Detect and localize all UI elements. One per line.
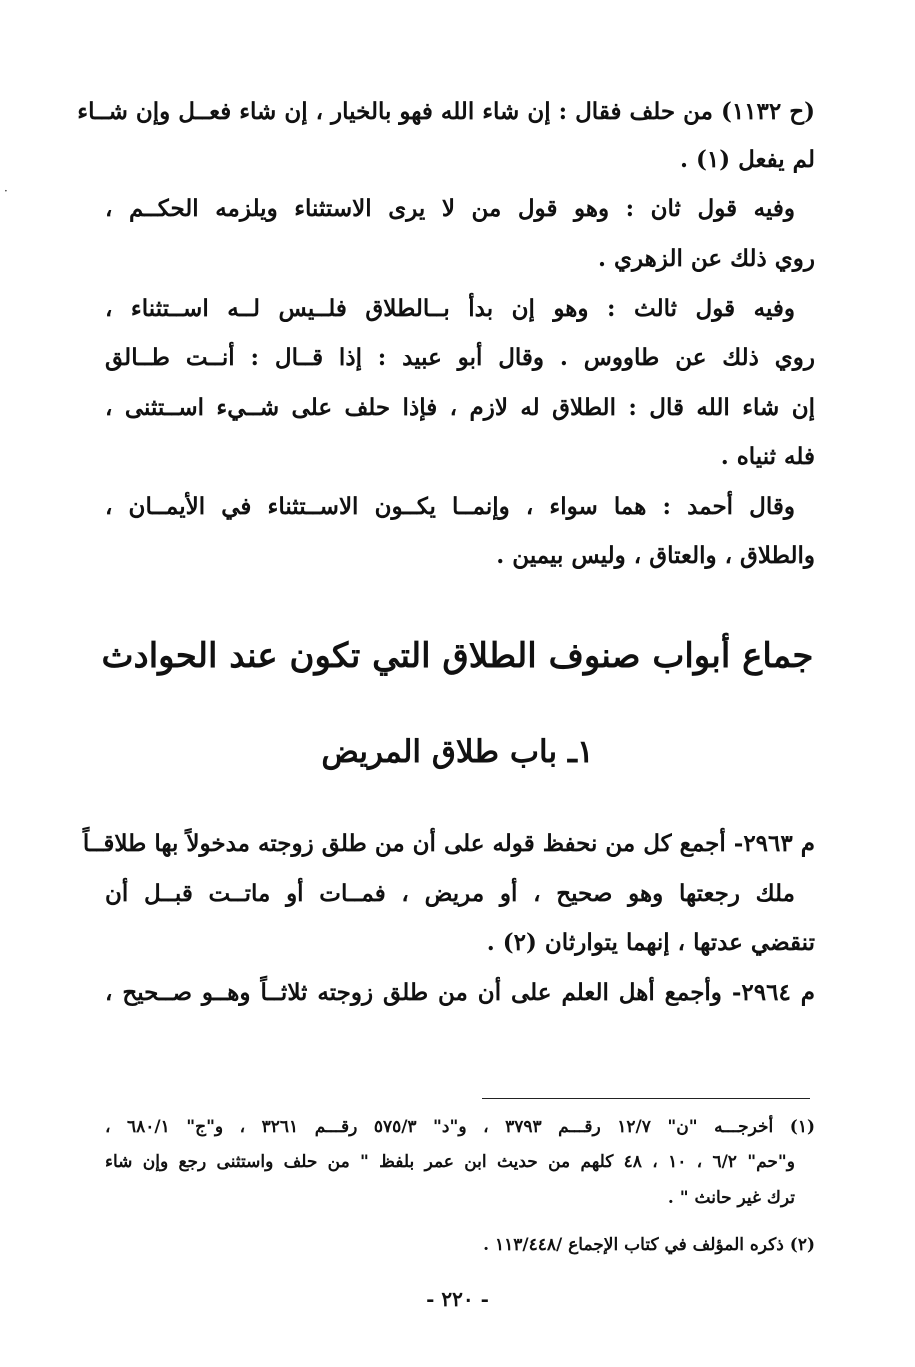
paragraph-3-line-1: وفيه قول ثالث : وهو إن بدأ بــالطلاق فلــيس لــه اســتثناء ، [105, 295, 795, 322]
paragraph-1-line-2: لم يفعل (١) . [679, 146, 815, 173]
footnote-1-line-3: ترك غير حانث " . [667, 1188, 795, 1208]
page-number: - ٢٢٠ - [426, 1287, 489, 1311]
footnote-2: (٢) ذكره المؤلف في كتاب الإجماع /١١٣/٤٤٨ . [483, 1235, 815, 1255]
margin-mark: · [4, 184, 8, 198]
masala-2963-line-3: تنقضي عدتها ، إنهما يتوارثان (٢) . [486, 929, 815, 956]
section-heading: جماع أبواب صنوف الطلاق التي تكون عند الحوادث [101, 636, 814, 676]
paragraph-3-line-3: إن شاء الله قال : الطلاق له لازم ، فإذا حلف على شــيء اســتثنى ، [105, 394, 815, 421]
paragraph-2-line-2: روي ذلك عن الزهري . [597, 245, 815, 272]
masala-2963-line-2: ملك رجعتها وهو صحيح ، أو مريض ، فمــات أو ماتــت قبــل أن [105, 880, 795, 907]
paragraph-4-line-2: والطلاق ، والعتاق ، وليس بيمين . [496, 542, 815, 569]
footnote-separator [482, 1098, 810, 1099]
footnote-1-line-2: و"حم" ٦/٢ ، ١٠ ، ٤٨ كلهم من حديث ابن عمر بلفظ " من حلف واستثنى رجع وإن شاء [105, 1152, 795, 1172]
masala-2963-line-1: م ٢٩٦٣- أجمع كل من نحفظ قوله على أن من طلق زوجته مدخولاً بها طلاقــاً [82, 830, 815, 857]
masala-2964-line-1: م ٢٩٦٤- وأجمع أهل العلم على أن من طلق زوجته ثلاثــاً وهــو صــحيح ، [105, 979, 815, 1006]
paragraph-3-line-2: روي ذلك عن طاووس . وقال أبو عبيد : إذا قــال : أنــت طــالق [105, 344, 815, 371]
paragraph-2-line-1: وفيه قول ثان : وهو قول من لا يرى الاستثناء ويلزمه الحكــم ، [105, 195, 795, 222]
footnote-1-line-1: (١) أخرجـــه "ن" ١٢/٧ رقـــم ٣٧٩٣ ، و"د" ٥٧٥/٣ رقـــم ٣٢٦١ ، و"ج" ٦٨٠/١ ، [105, 1117, 815, 1137]
paragraph-3-line-4: فله ثنياه . [720, 443, 815, 470]
chapter-heading: ١ـ باب طلاق المريض [321, 734, 594, 770]
paragraph-1-line-1: (ح ١١٣٢) من حلف فقال : إن شاء الله فهو بالخيار ، إن شاء فعــل وإن شــاء [77, 98, 815, 125]
paragraph-4-line-1: وقال أحمد : هما سواء ، وإنمــا يكــون الاســتثناء في الأيمــان ، [105, 493, 795, 520]
